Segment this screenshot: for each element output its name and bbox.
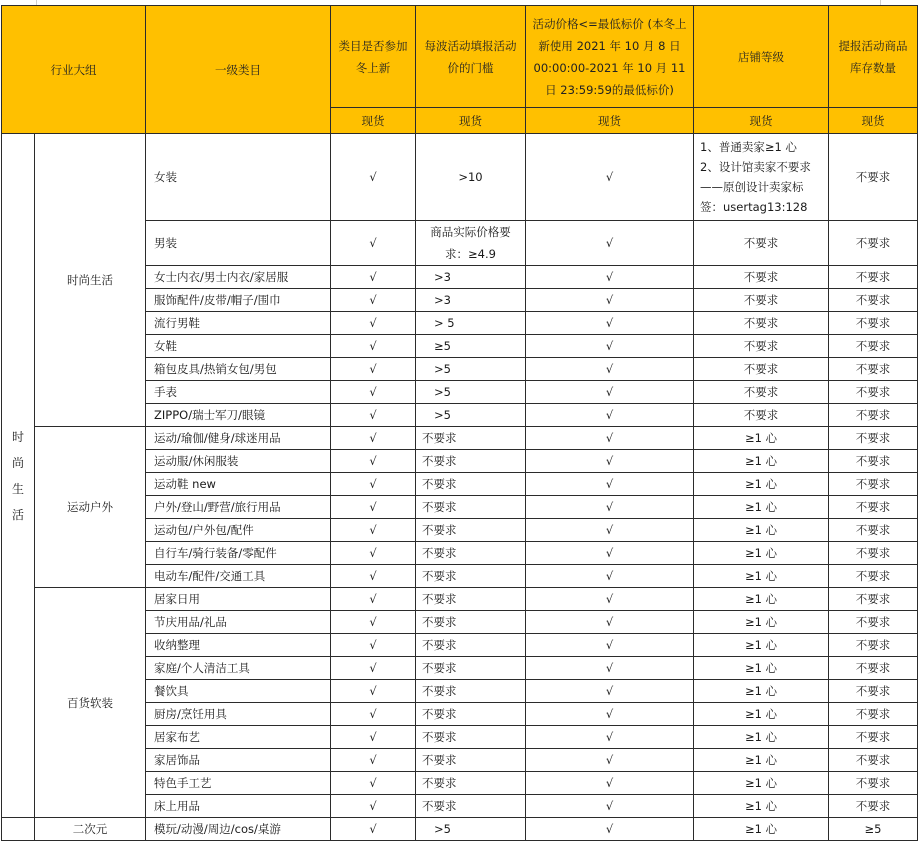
participate-cell: √ (331, 381, 416, 404)
shop-level-cell: ≥1 心 (694, 473, 829, 496)
stock-cell: 不要求 (829, 473, 918, 496)
category-cell: 运动服/休闲服装 (146, 450, 331, 473)
price-rule-cell: √ (526, 749, 694, 772)
shop-level-cell: 不要求 (694, 335, 829, 358)
subheader-spot: 现货 (331, 108, 416, 134)
category-cell: 居家布艺 (146, 726, 331, 749)
threshold-cell: >5 (416, 358, 526, 381)
shop-level-cell: ≥1 心 (694, 749, 829, 772)
price-rule-cell: √ (526, 404, 694, 427)
participate-cell: √ (331, 519, 416, 542)
category-cell: 床上用品 (146, 795, 331, 818)
price-rule-cell: √ (526, 818, 694, 841)
table-row (2, 134, 918, 221)
participate-cell: √ (331, 588, 416, 611)
price-rule-cell: √ (526, 496, 694, 519)
threshold-cell: 不要求 (416, 772, 526, 795)
price-rule-cell: √ (526, 657, 694, 680)
threshold-cell: 不要求 (416, 542, 526, 565)
price-rule-cell: √ (526, 726, 694, 749)
shop-level-cell: 不要求 (694, 312, 829, 335)
stock-cell: 不要求 (829, 381, 918, 404)
stock-cell: 不要求 (829, 588, 918, 611)
price-rule-cell: √ (526, 312, 694, 335)
stock-cell: 不要求 (829, 358, 918, 381)
stock-cell: 不要求 (829, 221, 918, 266)
price-rule-cell: √ (526, 588, 694, 611)
threshold-cell: 不要求 (416, 565, 526, 588)
participate-cell: √ (331, 358, 416, 381)
table-row (2, 588, 918, 611)
price-rule-cell: √ (526, 335, 694, 358)
threshold-cell: 不要求 (416, 657, 526, 680)
blank-cell (2, 818, 35, 841)
category-cell: 特色手工艺 (146, 772, 331, 795)
participate-cell: √ (331, 818, 416, 841)
price-rule-cell: √ (526, 519, 694, 542)
threshold-cell: >10 (416, 134, 526, 221)
stock-cell: 不要求 (829, 496, 918, 519)
stock-cell: 不要求 (829, 680, 918, 703)
threshold-cell: 不要求 (416, 611, 526, 634)
table-body (2, 134, 918, 841)
stock-cell: 不要求 (829, 542, 918, 565)
shop-level-cell: ≥1 心 (694, 680, 829, 703)
category-cell: 餐饮具 (146, 680, 331, 703)
shop-level-cell: 不要求 (694, 221, 829, 266)
shop-level-cell: ≥1 心 (694, 450, 829, 473)
shop-level-cell: ≥1 心 (694, 657, 829, 680)
stock-cell: 不要求 (829, 749, 918, 772)
stock-cell: 不要求 (829, 134, 918, 221)
category-cell: 女鞋 (146, 335, 331, 358)
participate-cell: √ (331, 565, 416, 588)
category-cell: 男装 (146, 221, 331, 266)
shop-level-cell: ≥1 心 (694, 542, 829, 565)
price-rule-cell: √ (526, 358, 694, 381)
stock-cell: 不要求 (829, 404, 918, 427)
header-participate-winter: 类目是否参加冬上新 (331, 6, 416, 108)
header-price-rule: 活动价格<=最低标价 (本冬上新使用 2021 年 10 月 8 日 00:00:00-2021 年 10 月 11 日 23:59:59的最低标价) (526, 6, 694, 108)
participate-cell: √ (331, 427, 416, 450)
category-cell: 家居饰品 (146, 749, 331, 772)
subheader-spot: 现货 (416, 108, 526, 134)
price-rule-cell: √ (526, 772, 694, 795)
category-cell: 模玩/动漫/周边/cos/桌游 (146, 818, 331, 841)
threshold-cell: 不要求 (416, 427, 526, 450)
threshold-cell: 不要求 (416, 588, 526, 611)
subheader-spot: 现货 (526, 108, 694, 134)
threshold-cell: >5 (416, 404, 526, 427)
shop-level-cell: ≥1 心 (694, 588, 829, 611)
price-rule-cell: √ (526, 450, 694, 473)
participate-cell: √ (331, 657, 416, 680)
participate-cell: √ (331, 634, 416, 657)
category-cell: 女士内衣/男士内衣/家居服 (146, 266, 331, 289)
threshold-cell: 不要求 (416, 703, 526, 726)
shop-level-cell: 不要求 (694, 381, 829, 404)
category-cell: 自行车/骑行装备/零配件 (146, 542, 331, 565)
stock-cell: 不要求 (829, 772, 918, 795)
stock-cell: 不要求 (829, 312, 918, 335)
participate-cell: √ (331, 703, 416, 726)
stock-cell: 不要求 (829, 289, 918, 312)
header-level1-category: 一级类目 (146, 6, 331, 134)
industry-group-cell: 二次元 (35, 818, 146, 841)
stock-cell: ≥5 (829, 818, 918, 841)
category-cell: 节庆用品/礼品 (146, 611, 331, 634)
price-rule-cell: √ (526, 266, 694, 289)
shop-level-cell: 不要求 (694, 404, 829, 427)
participate-cell: √ (331, 221, 416, 266)
shop-level-cell: 不要求 (694, 266, 829, 289)
stock-cell: 不要求 (829, 565, 918, 588)
stock-cell: 不要求 (829, 335, 918, 358)
threshold-cell: >3 (416, 289, 526, 312)
threshold-cell: 不要求 (416, 634, 526, 657)
price-rule-cell: √ (526, 680, 694, 703)
category-cell: 运动鞋 new (146, 473, 331, 496)
category-cell: 手表 (146, 381, 331, 404)
participate-cell: √ (331, 450, 416, 473)
header-price-threshold: 每波活动填报活动价的门槛 (416, 6, 526, 108)
shop-level-cell: ≥1 心 (694, 703, 829, 726)
participate-cell: √ (331, 680, 416, 703)
shop-level-cell: ≥1 心 (694, 611, 829, 634)
threshold-cell: >5 (416, 818, 526, 841)
threshold-cell: 不要求 (416, 749, 526, 772)
participate-cell: √ (331, 611, 416, 634)
category-cell: 厨房/烹饪用具 (146, 703, 331, 726)
stock-cell: 不要求 (829, 611, 918, 634)
price-rule-cell: √ (526, 221, 694, 266)
threshold-cell: ≥5 (416, 335, 526, 358)
threshold-cell: 不要求 (416, 473, 526, 496)
shop-level-cell: ≥1 心 (694, 496, 829, 519)
category-cell: 服饰配件/皮带/帽子/围巾 (146, 289, 331, 312)
header-industry-group: 行业大组 (2, 6, 146, 134)
stock-cell: 不要求 (829, 450, 918, 473)
participate-cell: √ (331, 496, 416, 519)
subheader-spot: 现货 (829, 108, 918, 134)
participate-cell: √ (331, 772, 416, 795)
price-rule-cell: √ (526, 427, 694, 450)
category-cell: 电动车/配件/交通工具 (146, 565, 331, 588)
stock-cell: 不要求 (829, 726, 918, 749)
shop-level-cell: ≥1 心 (694, 726, 829, 749)
category-cell: 女装 (146, 134, 331, 221)
subheader-spot: 现货 (694, 108, 829, 134)
price-rule-cell: √ (526, 795, 694, 818)
price-rule-cell: √ (526, 542, 694, 565)
stock-cell: 不要求 (829, 703, 918, 726)
shop-level-cell: 不要求 (694, 289, 829, 312)
shop-level-cell: ≥1 心 (694, 427, 829, 450)
price-rule-cell: √ (526, 611, 694, 634)
shop-level-cell: 不要求 (694, 358, 829, 381)
price-rule-cell: √ (526, 565, 694, 588)
price-rule-cell: √ (526, 381, 694, 404)
shop-level-cell: ≥1 心 (694, 818, 829, 841)
threshold-cell: 不要求 (416, 726, 526, 749)
price-rule-cell: √ (526, 134, 694, 221)
threshold-cell: 不要求 (416, 496, 526, 519)
category-cell: 居家日用 (146, 588, 331, 611)
header-stock-qty: 提报活动商品库存数量 (829, 6, 918, 108)
participate-cell: √ (331, 749, 416, 772)
category-cell: 家庭/个人清洁工具 (146, 657, 331, 680)
shop-level-cell: ≥1 心 (694, 772, 829, 795)
participate-cell: √ (331, 289, 416, 312)
participate-cell: √ (331, 473, 416, 496)
price-rule-cell: √ (526, 289, 694, 312)
shop-level-cell: ≥1 心 (694, 634, 829, 657)
category-cell: 户外/登山/野营/旅行用品 (146, 496, 331, 519)
threshold-cell: > 5 (416, 312, 526, 335)
stock-cell: 不要求 (829, 634, 918, 657)
threshold-cell: 商品实际价格要求：≥4.9 (416, 221, 526, 266)
participate-cell: √ (331, 312, 416, 335)
category-cell: 收纳整理 (146, 634, 331, 657)
industry-group-cell: 百货软装 (35, 588, 146, 818)
participate-cell: √ (331, 404, 416, 427)
threshold-cell: >3 (416, 266, 526, 289)
stock-cell: 不要求 (829, 795, 918, 818)
shop-level-cell: 1、普通卖家≥1 心 2、设计馆卖家不要求——原创设计卖家标签：usertag13:128 (694, 134, 829, 221)
price-rule-cell: √ (526, 634, 694, 657)
category-cell: 运动/瑜伽/健身/球迷用品 (146, 427, 331, 450)
industry-group-cell: 时尚生活 (35, 134, 146, 427)
category-cell: ZIPPO/瑞士军刀/眼镜 (146, 404, 331, 427)
threshold-cell: 不要求 (416, 519, 526, 542)
header-shop-level: 店铺等级 (694, 6, 829, 108)
participate-cell: √ (331, 266, 416, 289)
stock-cell: 不要求 (829, 657, 918, 680)
participate-cell: √ (331, 335, 416, 358)
price-rule-cell: √ (526, 703, 694, 726)
big-group-cell: 时 尚 生 活 (2, 134, 35, 818)
participate-cell: √ (331, 726, 416, 749)
stock-cell: 不要求 (829, 266, 918, 289)
table-row (2, 427, 918, 450)
category-cell: 流行男鞋 (146, 312, 331, 335)
participate-cell: √ (331, 795, 416, 818)
threshold-cell: 不要求 (416, 680, 526, 703)
participate-cell: √ (331, 134, 416, 221)
participate-cell: √ (331, 542, 416, 565)
winter-new-requirements-table (1, 5, 918, 841)
stock-cell: 不要求 (829, 427, 918, 450)
shop-level-cell: ≥1 心 (694, 519, 829, 542)
shop-level-cell: ≥1 心 (694, 565, 829, 588)
category-cell: 箱包皮具/热销女包/男包 (146, 358, 331, 381)
stock-cell: 不要求 (829, 519, 918, 542)
category-cell: 运动包/户外包/配件 (146, 519, 331, 542)
price-rule-cell: √ (526, 473, 694, 496)
threshold-cell: 不要求 (416, 795, 526, 818)
table-row (2, 818, 918, 841)
industry-group-cell: 运动户外 (35, 427, 146, 588)
threshold-cell: >5 (416, 381, 526, 404)
shop-level-cell: ≥1 心 (694, 795, 829, 818)
threshold-cell: 不要求 (416, 450, 526, 473)
